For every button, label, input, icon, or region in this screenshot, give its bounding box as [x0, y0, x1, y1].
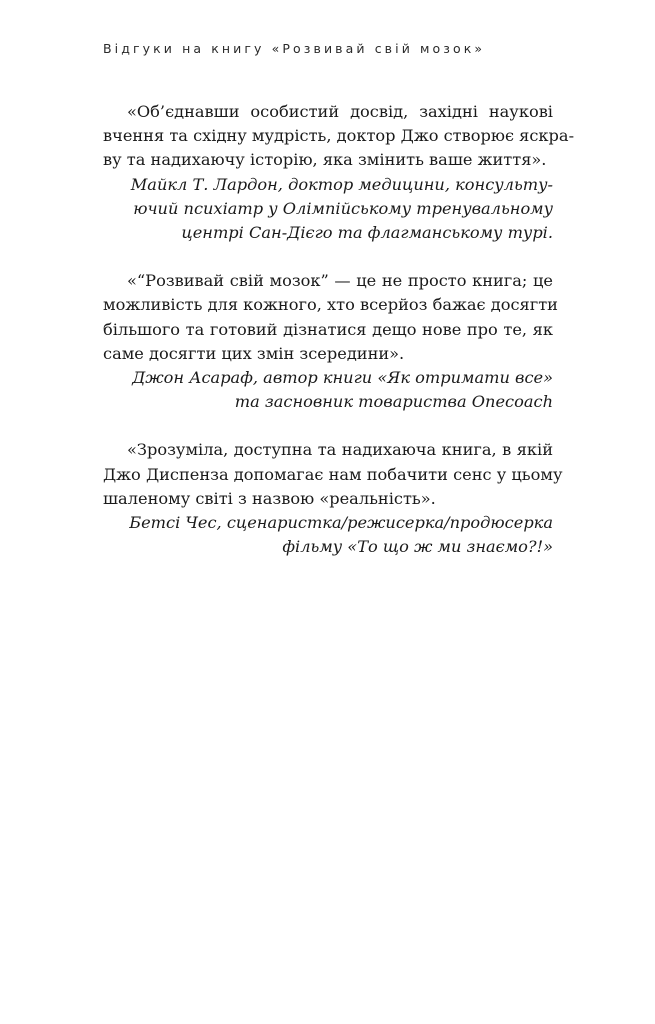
- review-2: [103, 269, 558, 414]
- review-attribution: [103, 173, 553, 246]
- quote-line: вчення та східну мудрість, доктор Джо створює яскра-: [103, 126, 575, 146]
- attribution-line: фільму «То що ж ми знаємо?!»: [282, 537, 553, 557]
- quote-line: Джо Диспенза допомагає нам побачити сенс у цьому: [103, 464, 563, 484]
- running-head: Відгуки на книгу «Розвивай свій мозок»: [103, 41, 486, 56]
- review-attribution: [103, 366, 553, 414]
- review-quote: [103, 100, 575, 173]
- quote-line: ву та надихаючу історію, яка змінить ваше життя».: [103, 150, 547, 170]
- quote-line: «“Розвивай свій мозок” — це не просто книга; це: [127, 271, 553, 291]
- quote-line: «Об’єднавши особистий досвід, західні наукові: [127, 102, 553, 121]
- review-3: [103, 438, 563, 559]
- attribution-line: Майкл Т. Лардон, доктор медицини, консульту-: [130, 174, 553, 194]
- review-1: [103, 100, 575, 245]
- quote-line: шаленому світі з назвою «реальність».: [103, 488, 436, 508]
- attribution-line: Джон Асараф, автор книги «Як отримати все»: [132, 368, 553, 388]
- reviews-block: [103, 100, 575, 583]
- review-quote: [103, 438, 563, 511]
- attribution-line: центрі Сан-Дієго та флагманському турі.: [181, 223, 553, 243]
- quote-line: «Зрозуміла, доступна та надихаюча книга, в якій: [127, 440, 553, 460]
- attribution-line: Бетсі Чес, сценаристка/режисерка/продюсерка: [129, 513, 553, 533]
- quote-line: більшого та готовий дізнатися дещо нове про те, як: [103, 319, 553, 339]
- review-attribution: [103, 511, 553, 559]
- attribution-line: ючий психіатр у Олімпійському тренувальному: [133, 198, 553, 218]
- attribution-line: та засновник товариства Onecoach: [234, 392, 553, 412]
- review-quote: [103, 269, 558, 366]
- quote-line: можливість для кожного, хто всерйоз бажає досягти: [103, 295, 558, 315]
- quote-line: саме досягти цих змін зсередини».: [103, 343, 405, 363]
